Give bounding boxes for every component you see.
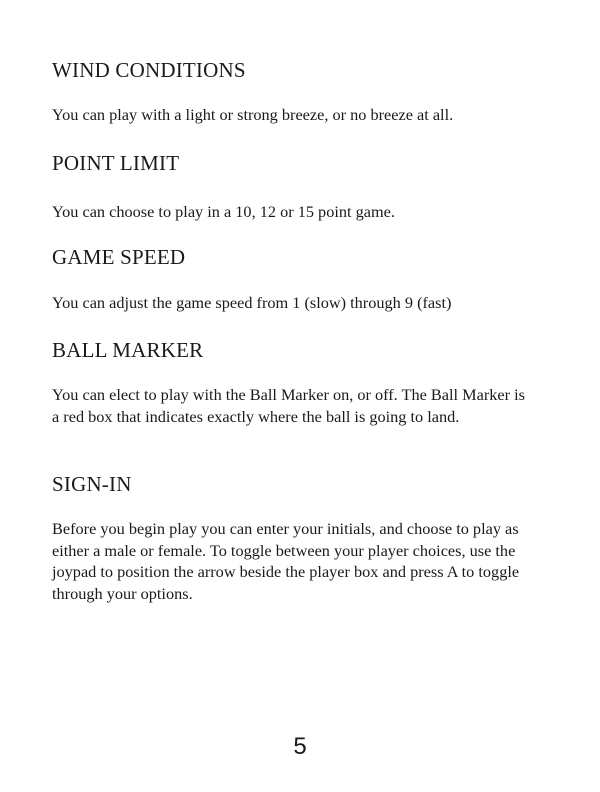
section-body: You can choose to play in a 10, 12 or 15 point game. bbox=[52, 202, 395, 221]
section-heading: SIGN-IN bbox=[52, 472, 132, 496]
section-heading: POINT LIMIT bbox=[52, 151, 180, 175]
section-sign-in bbox=[52, 472, 542, 603]
section-heading: WIND CONDITIONS bbox=[52, 58, 246, 82]
section-body: You can adjust the game speed from 1 (slow) through 9 (fast) bbox=[52, 293, 452, 312]
section-point-limit bbox=[52, 151, 542, 221]
section-game-speed bbox=[52, 245, 542, 312]
page-number: 5 bbox=[293, 733, 307, 760]
section-body: Before you begin play you can enter your initials, and choose to play as either a male or female. To toggle between your player choices, use the joypad to position the arrow beside the player box and press A to toggle through your options. bbox=[52, 519, 520, 603]
section-ball-marker bbox=[52, 338, 542, 426]
section-wind-conditions bbox=[52, 58, 542, 124]
section-heading: BALL MARKER bbox=[52, 338, 204, 362]
section-heading: GAME SPEED bbox=[52, 245, 186, 269]
section-body: You can play with a light or strong breeze, or no breeze at all. bbox=[52, 105, 454, 124]
section-body: You can elect to play with the Ball Marker on, or off. The Ball Marker is a red box that indicates exactly where the ball is going to land. bbox=[52, 385, 525, 426]
